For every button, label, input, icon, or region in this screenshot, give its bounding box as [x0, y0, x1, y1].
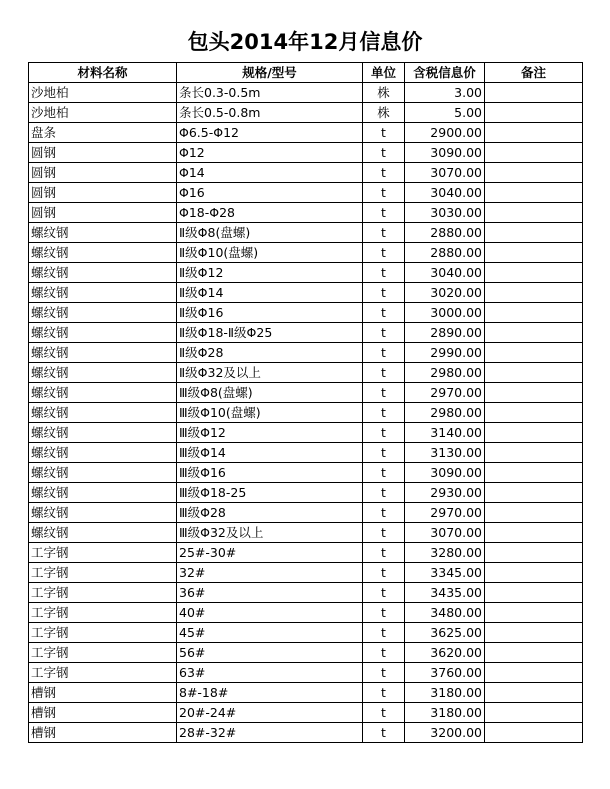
cell-unit: t [363, 283, 405, 303]
cell-spec-model: Ⅱ级Φ8(盘螺) [177, 223, 363, 243]
cell-tax-price: 2980.00 [405, 403, 485, 423]
cell-remarks [485, 283, 583, 303]
table-row [29, 483, 583, 503]
table-row [29, 663, 583, 683]
cell-tax-price: 3070.00 [405, 523, 485, 543]
cell-remarks [485, 603, 583, 623]
cell-unit: t [363, 163, 405, 183]
cell-spec-model: Ⅱ级Φ14 [177, 283, 363, 303]
cell-tax-price: 2970.00 [405, 383, 485, 403]
cell-material-name: 工字钢 [29, 643, 177, 663]
cell-spec-model: Φ6.5-Φ12 [177, 123, 363, 143]
cell-spec-model: Ⅲ级Φ14 [177, 443, 363, 463]
cell-tax-price: 2980.00 [405, 363, 485, 383]
cell-material-name: 圆钢 [29, 183, 177, 203]
page-title: 包头2014年12月信息价 [187, 30, 423, 54]
cell-spec-model: 40# [177, 603, 363, 623]
header-spec-model: 规格/型号 [177, 63, 363, 83]
cell-material-name: 螺纹钢 [29, 223, 177, 243]
cell-unit: t [363, 383, 405, 403]
cell-material-name: 螺纹钢 [29, 263, 177, 283]
cell-unit: t [363, 643, 405, 663]
cell-remarks [485, 683, 583, 703]
cell-spec-model: Φ18-Φ28 [177, 203, 363, 223]
cell-tax-price: 3180.00 [405, 703, 485, 723]
cell-remarks [485, 463, 583, 483]
cell-remarks [485, 323, 583, 343]
cell-tax-price: 3090.00 [405, 143, 485, 163]
cell-material-name: 螺纹钢 [29, 483, 177, 503]
table-row [29, 203, 583, 223]
cell-spec-model: 20#-24# [177, 703, 363, 723]
cell-remarks [485, 363, 583, 383]
table-row [29, 243, 583, 263]
cell-tax-price: 3180.00 [405, 683, 485, 703]
cell-unit: t [363, 723, 405, 743]
cell-spec-model: Ⅱ级Φ32及以上 [177, 363, 363, 383]
cell-tax-price: 3040.00 [405, 183, 485, 203]
table-row [29, 343, 583, 363]
cell-material-name: 螺纹钢 [29, 463, 177, 483]
cell-remarks [485, 183, 583, 203]
cell-remarks [485, 343, 583, 363]
cell-spec-model: Ⅲ级Φ32及以上 [177, 523, 363, 543]
table-row [29, 83, 583, 103]
cell-unit: t [363, 363, 405, 383]
cell-material-name: 盘条 [29, 123, 177, 143]
cell-unit: t [363, 563, 405, 583]
cell-material-name: 螺纹钢 [29, 443, 177, 463]
table-row [29, 303, 583, 323]
cell-unit: t [363, 663, 405, 683]
table-body [29, 83, 583, 743]
cell-remarks [485, 643, 583, 663]
cell-material-name: 工字钢 [29, 563, 177, 583]
table-row [29, 723, 583, 743]
cell-material-name: 螺纹钢 [29, 363, 177, 383]
cell-material-name: 螺纹钢 [29, 423, 177, 443]
cell-material-name: 工字钢 [29, 623, 177, 643]
cell-remarks [485, 403, 583, 423]
cell-tax-price: 3435.00 [405, 583, 485, 603]
cell-unit: t [363, 463, 405, 483]
table-row [29, 423, 583, 443]
table-row [29, 603, 583, 623]
cell-spec-model: Ⅲ级Φ18-25 [177, 483, 363, 503]
cell-unit: 株 [363, 83, 405, 103]
cell-unit: t [363, 603, 405, 623]
table-row [29, 583, 583, 603]
cell-spec-model: 32# [177, 563, 363, 583]
cell-remarks [485, 203, 583, 223]
cell-tax-price: 3020.00 [405, 283, 485, 303]
cell-spec-model: 8#-18# [177, 683, 363, 703]
cell-remarks [485, 303, 583, 323]
table-row [29, 403, 583, 423]
cell-spec-model: Ⅲ级Φ28 [177, 503, 363, 523]
cell-tax-price: 2880.00 [405, 223, 485, 243]
cell-unit: t [363, 423, 405, 443]
cell-material-name: 螺纹钢 [29, 503, 177, 523]
table-row [29, 283, 583, 303]
cell-spec-model: 36# [177, 583, 363, 603]
cell-unit: t [363, 183, 405, 203]
cell-spec-model: 25#-30# [177, 543, 363, 563]
cell-remarks [485, 543, 583, 563]
cell-tax-price: 3030.00 [405, 203, 485, 223]
cell-spec-model: Ⅲ级Φ16 [177, 463, 363, 483]
cell-tax-price: 3090.00 [405, 463, 485, 483]
cell-spec-model: 条长0.3-0.5m [177, 83, 363, 103]
table-row [29, 623, 583, 643]
cell-unit: t [363, 143, 405, 163]
cell-tax-price: 3000.00 [405, 303, 485, 323]
cell-material-name: 螺纹钢 [29, 243, 177, 263]
cell-spec-model: Ⅱ级Φ12 [177, 263, 363, 283]
cell-unit: t [363, 343, 405, 363]
cell-remarks [485, 383, 583, 403]
cell-unit: t [363, 483, 405, 503]
price-table [28, 62, 583, 743]
cell-tax-price: 3345.00 [405, 563, 485, 583]
cell-tax-price: 3625.00 [405, 623, 485, 643]
cell-unit: t [363, 203, 405, 223]
cell-unit: t [363, 323, 405, 343]
table-row [29, 103, 583, 123]
table-row [29, 363, 583, 383]
cell-unit: t [363, 243, 405, 263]
cell-unit: t [363, 263, 405, 283]
header-material-name: 材料名称 [29, 63, 177, 83]
cell-material-name: 螺纹钢 [29, 403, 177, 423]
cell-remarks [485, 663, 583, 683]
cell-tax-price: 3280.00 [405, 543, 485, 563]
table-row [29, 643, 583, 663]
cell-spec-model: Ⅱ级Φ10(盘螺) [177, 243, 363, 263]
cell-material-name: 螺纹钢 [29, 523, 177, 543]
cell-tax-price: 5.00 [405, 103, 485, 123]
cell-spec-model: 28#-32# [177, 723, 363, 743]
table-header-row [29, 63, 583, 83]
cell-tax-price: 3.00 [405, 83, 485, 103]
cell-spec-model: 63# [177, 663, 363, 683]
cell-tax-price: 3040.00 [405, 263, 485, 283]
cell-spec-model: Ⅲ级Φ8(盘螺) [177, 383, 363, 403]
cell-tax-price: 2890.00 [405, 323, 485, 343]
cell-tax-price: 2970.00 [405, 503, 485, 523]
cell-material-name: 槽钢 [29, 723, 177, 743]
cell-remarks [485, 443, 583, 463]
cell-remarks [485, 703, 583, 723]
cell-spec-model: Φ12 [177, 143, 363, 163]
cell-remarks [485, 143, 583, 163]
cell-remarks [485, 423, 583, 443]
cell-material-name: 圆钢 [29, 163, 177, 183]
header-tax-price: 含税信息价 [405, 63, 485, 83]
cell-remarks [485, 223, 583, 243]
header-unit: 单位 [363, 63, 405, 83]
cell-tax-price: 2880.00 [405, 243, 485, 263]
cell-remarks [485, 563, 583, 583]
cell-material-name: 螺纹钢 [29, 383, 177, 403]
cell-unit: t [363, 223, 405, 243]
cell-material-name: 螺纹钢 [29, 323, 177, 343]
cell-unit: t [363, 623, 405, 643]
table-row [29, 323, 583, 343]
cell-remarks [485, 83, 583, 103]
table-row [29, 123, 583, 143]
header-remarks: 备注 [485, 63, 583, 83]
cell-tax-price: 3070.00 [405, 163, 485, 183]
table-row [29, 463, 583, 483]
cell-material-name: 沙地柏 [29, 83, 177, 103]
cell-unit: t [363, 443, 405, 463]
cell-material-name: 槽钢 [29, 703, 177, 723]
cell-spec-model: Φ14 [177, 163, 363, 183]
cell-remarks [485, 123, 583, 143]
cell-unit: t [363, 523, 405, 543]
table-row [29, 223, 583, 243]
table-row [29, 523, 583, 543]
cell-remarks [485, 163, 583, 183]
table-row [29, 563, 583, 583]
cell-tax-price: 3760.00 [405, 663, 485, 683]
cell-unit: t [363, 403, 405, 423]
cell-tax-price: 3140.00 [405, 423, 485, 443]
table-row [29, 383, 583, 403]
table-row [29, 443, 583, 463]
cell-tax-price: 3620.00 [405, 643, 485, 663]
cell-spec-model: 56# [177, 643, 363, 663]
cell-spec-model: Ⅱ级Φ28 [177, 343, 363, 363]
table-row [29, 183, 583, 203]
cell-unit: t [363, 503, 405, 523]
cell-unit: t [363, 303, 405, 323]
cell-material-name: 沙地柏 [29, 103, 177, 123]
cell-material-name: 工字钢 [29, 543, 177, 563]
cell-material-name: 螺纹钢 [29, 303, 177, 323]
cell-unit: t [363, 123, 405, 143]
table-row [29, 263, 583, 283]
cell-spec-model: 条长0.5-0.8m [177, 103, 363, 123]
cell-remarks [485, 623, 583, 643]
cell-remarks [485, 723, 583, 743]
cell-tax-price: 3200.00 [405, 723, 485, 743]
cell-material-name: 螺纹钢 [29, 343, 177, 363]
cell-unit: t [363, 703, 405, 723]
cell-spec-model: Ⅱ级Φ18-Ⅱ级Φ25 [177, 323, 363, 343]
cell-tax-price: 3480.00 [405, 603, 485, 623]
cell-material-name: 工字钢 [29, 603, 177, 623]
table-row [29, 683, 583, 703]
cell-material-name: 槽钢 [29, 683, 177, 703]
cell-tax-price: 2900.00 [405, 123, 485, 143]
cell-tax-price: 2930.00 [405, 483, 485, 503]
cell-spec-model: Φ16 [177, 183, 363, 203]
cell-material-name: 工字钢 [29, 583, 177, 603]
cell-remarks [485, 523, 583, 543]
cell-remarks [485, 103, 583, 123]
cell-unit: t [363, 683, 405, 703]
cell-material-name: 螺纹钢 [29, 283, 177, 303]
cell-spec-model: 45# [177, 623, 363, 643]
cell-material-name: 圆钢 [29, 203, 177, 223]
cell-spec-model: Ⅲ级Φ12 [177, 423, 363, 443]
cell-remarks [485, 243, 583, 263]
cell-remarks [485, 263, 583, 283]
cell-material-name: 工字钢 [29, 663, 177, 683]
cell-spec-model: Ⅲ级Φ10(盘螺) [177, 403, 363, 423]
cell-remarks [485, 483, 583, 503]
cell-unit: t [363, 543, 405, 563]
table-row [29, 543, 583, 563]
cell-tax-price: 3130.00 [405, 443, 485, 463]
cell-unit: 株 [363, 103, 405, 123]
table-row [29, 503, 583, 523]
cell-remarks [485, 583, 583, 603]
cell-material-name: 圆钢 [29, 143, 177, 163]
table-row [29, 703, 583, 723]
cell-tax-price: 2990.00 [405, 343, 485, 363]
table-row [29, 163, 583, 183]
cell-spec-model: Ⅱ级Φ16 [177, 303, 363, 323]
cell-remarks [485, 503, 583, 523]
cell-unit: t [363, 583, 405, 603]
table-row [29, 143, 583, 163]
